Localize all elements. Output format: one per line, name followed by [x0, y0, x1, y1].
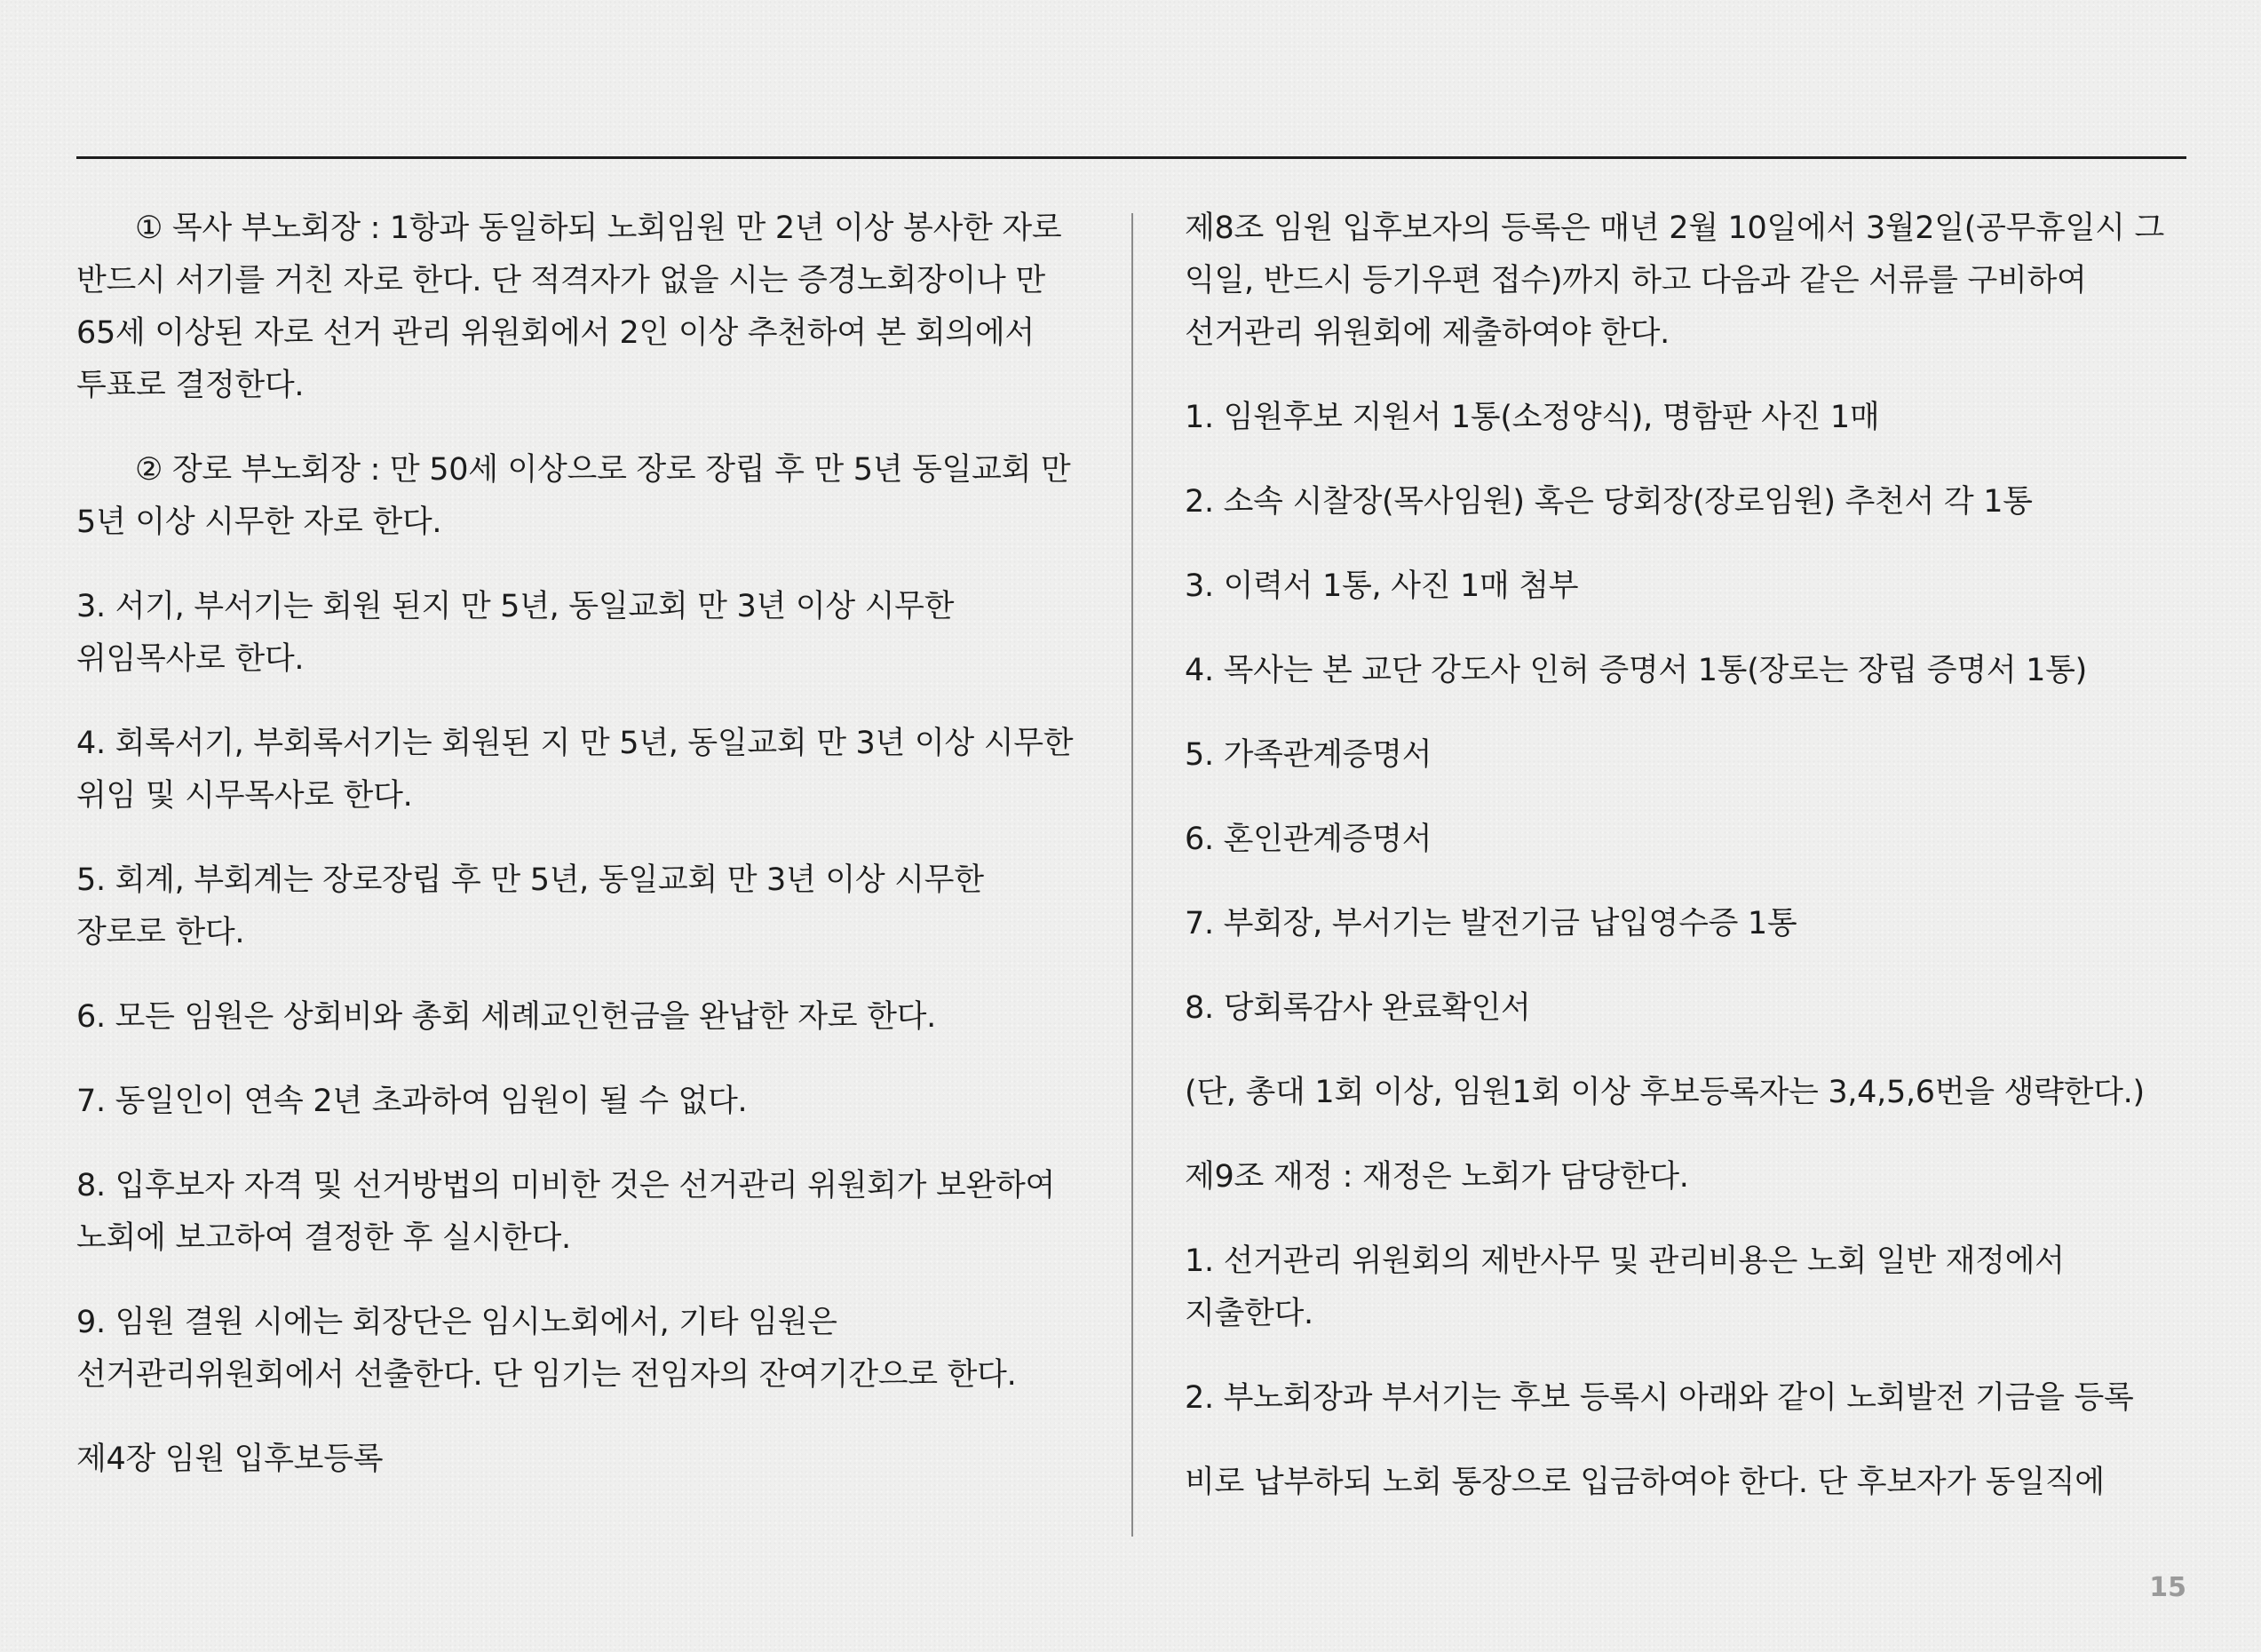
- paragraph: 8. 입후보자 자격 및 선거방법의 미비한 것은 선거관리 위원회가 보완하여 노회에 보고하여 결정한 후 실시한다.: [76, 1168, 1056, 1256]
- list-item: 1. 임원후보 지원서 1통(소정양식), 명함판 사진 1매: [1185, 400, 1880, 435]
- list-item-continuation: 비로 납부하되 노회 통장으로 입금하여야 한다. 단 후보자가 동일직에: [1185, 1465, 2105, 1500]
- list-item: 4. 목사는 본 교단 강도사 인허 증명서 1통(장로는 장립 증명서 1통): [1185, 653, 2087, 688]
- column-divider: [1131, 213, 1133, 1537]
- list-item: 5. 가족관계증명서: [1185, 737, 1432, 773]
- list-item: 6. 혼인관계증명서: [1185, 822, 1432, 857]
- note-paragraph: (단, 총대 1회 이상, 임원1회 이상 후보등록자는 3,4,5,6번을 생략한다.): [1185, 1075, 2145, 1110]
- list-item: 2. 부노회장과 부서기는 후보 등록시 아래와 같이 노회발전 기금을 등록: [1185, 1380, 2134, 1416]
- list-item: 8. 당회록감사 완료확인서: [1185, 990, 1531, 1026]
- paragraph: 6. 모든 임원은 상회비와 총회 세례교인헌금을 완납한 자로 한다.: [76, 999, 936, 1035]
- paragraph: 3. 서기, 부서기는 회원 된지 만 5년, 동일교회 만 3년 이상 시무한 위임목사로 한다.: [76, 589, 955, 677]
- chapter-heading: 제4장 임원 입후보등록: [76, 1442, 384, 1477]
- list-item: 3. 이력서 1통, 사진 1매 첨부: [1185, 568, 1579, 604]
- left-column: [76, 203, 1080, 1518]
- paragraph: ① 목사 부노회장 : 1항과 동일하되 노회임원 만 2년 이상 봉사한 자로 반드시 서기를 거친 자로 한다. 단 적격자가 없을 시는 증경노회장이나 만 65세 이상된 자로 선거 관리 위원회에서 2인 이상 추천하여 본 회의에서 투표로 결정한다.: [76, 210, 1062, 403]
- paragraph: 7. 동일인이 연속 2년 초과하여 임원이 될 수 없다.: [76, 1084, 748, 1119]
- article-paragraph: 제8조 임원 입후보자의 등록은 매년 2월 10일에서 3월2일(공무휴일시 그 익일, 반드시 등기우편 접수)까지 하고 다음과 같은 서류를 구비하여 선거관리 위원회에 제출하여야 한다.: [1185, 210, 2165, 351]
- paragraph: 4. 회록서기, 부회록서기는 회원된 지 만 5년, 동일교회 만 3년 이상 시무한 위임 및 시무목사로 한다.: [76, 726, 1074, 814]
- article-paragraph: 제9조 재정 : 재정은 노회가 담당한다.: [1185, 1159, 1689, 1195]
- list-item: 2. 소속 시찰장(목사임원) 혹은 당회장(장로임원) 추천서 각 1통: [1185, 484, 2033, 520]
- right-column: [1185, 203, 2179, 1541]
- paragraph: ② 장로 부노회장 : 만 50세 이상으로 장로 장립 후 만 5년 동일교회 만 5년 이상 시무한 자로 한다.: [76, 452, 1071, 540]
- list-item: 7. 부회장, 부서기는 발전기금 납입영수증 1통: [1185, 906, 1797, 941]
- paragraph: 5. 회계, 부회계는 장로장립 후 만 5년, 동일교회 만 3년 이상 시무한 장로로 한다.: [76, 862, 984, 950]
- list-item: 1. 선거관리 위원회의 제반사무 및 관리비용은 노회 일반 재정에서 지출한다.: [1185, 1243, 2065, 1331]
- header-rule: [76, 156, 2186, 159]
- page-number: 15: [2149, 1572, 2186, 1603]
- paragraph: 9. 임원 결원 시에는 회장단은 임시노회에서, 기타 임원은 선거관리위원회에서 선출한다. 단 임기는 전임자의 잔여기간으로 한다.: [76, 1305, 1017, 1393]
